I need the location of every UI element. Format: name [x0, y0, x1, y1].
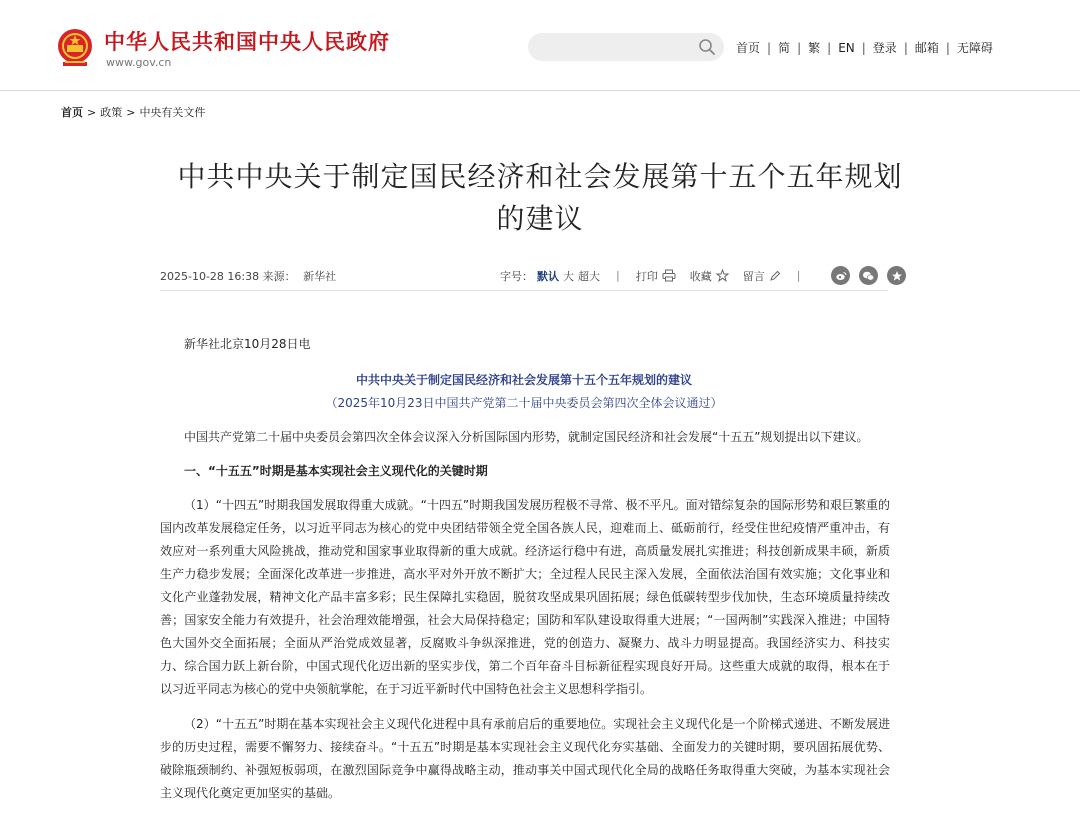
- nav-separator: |: [797, 40, 802, 55]
- comment-label: 留言: [742, 269, 765, 283]
- wechat-icon: [862, 270, 875, 282]
- breadcrumb-separator: >: [126, 105, 136, 119]
- share-weibo-button[interactable]: [831, 266, 850, 285]
- nav-english-link[interactable]: EN: [838, 40, 855, 55]
- star-icon: [716, 269, 729, 282]
- nav-separator: |: [861, 40, 866, 55]
- paragraph-2: （2）“十五五”时期在基本实现社会主义现代化进程中具有承前启后的重要地位。实现社会主义现代化是一个阶梯式递进、不断发展进步的历史过程，需要不懈努力、接续奋斗。“十五五”时期是基本实现社会主义现代化夯实基础、全面发力的关键时期，要巩固拓展优势、破除瓶颈制约、补强短板弱项，在激烈国际竞争中赢得战略主动，推动事关中国式现代化全局的战略任务取得重大突破，为基本实现社会主义现代化奠定更加坚实的基础。: [160, 717, 890, 800]
- breadcrumb: [61, 104, 205, 120]
- national-emblem-logo[interactable]: [56, 28, 94, 68]
- nav-separator: |: [903, 40, 908, 55]
- print-button[interactable]: [636, 268, 676, 284]
- print-label: 打印: [635, 269, 658, 283]
- tool-separator: |: [616, 269, 620, 282]
- breadcrumb-home[interactable]: 首页: [61, 106, 83, 119]
- font-size-xlarge[interactable]: 超大: [578, 269, 600, 283]
- breadcrumb-separator: >: [87, 105, 97, 119]
- site-title[interactable]: 中华人民共和国中央人民政府: [104, 30, 390, 54]
- nav-separator: |: [767, 40, 772, 55]
- favorite-star-icon: [891, 270, 903, 282]
- page-title-line1: 中共中央关于制定国民经济和社会发展第十五个五年规划: [177, 160, 903, 193]
- nav-mailbox-link[interactable]: 邮箱: [914, 41, 939, 55]
- article-tools: [500, 266, 906, 285]
- nav-simplified-link[interactable]: 简: [778, 41, 791, 55]
- font-size-default[interactable]: 默认: [537, 269, 559, 283]
- nav-separator: |: [945, 40, 950, 55]
- page-title-line2: 的建议: [496, 202, 584, 235]
- nav-accessibility-link[interactable]: 无障碍: [956, 41, 993, 55]
- publish-date: 2025-10-28 16:38: [160, 270, 260, 283]
- print-icon: [662, 269, 676, 282]
- publish-info: [160, 268, 336, 284]
- breadcrumb-policy[interactable]: 政策: [100, 106, 123, 119]
- favorite-label: 收藏: [689, 269, 712, 283]
- document-title: 中共中央关于制定国民经济和社会发展第十五个五年规划的建议: [355, 373, 692, 387]
- share-favorite-button[interactable]: [887, 266, 906, 285]
- weibo-icon: [835, 270, 847, 282]
- search-box[interactable]: [528, 33, 724, 61]
- comment-button[interactable]: [743, 268, 781, 284]
- site-header: [0, 0, 1080, 91]
- tool-separator: |: [796, 269, 801, 282]
- pencil-icon: [769, 270, 781, 282]
- share-buttons: [822, 266, 906, 285]
- favorite-button[interactable]: [690, 268, 729, 284]
- breadcrumb-central-documents[interactable]: 中央有关文件: [139, 106, 206, 119]
- paragraph-1: （1）“十四五”时期我国发展取得重大成就。“十四五”时期我国发展历程极不寻常、极不平凡。面对错综复杂的国际形势和艰巨繁重的国内改革发展稳定任务，以习近平同志为核心的党中央团结带领全党全国各族人民，迎难而上、砥砺前行，经受住世纪疫情严重冲击，有效应对一系列重大风险挑战，推动党和国家事业取得新的重大成就。经济运行稳中有进，高质量发展扎实推进；科技创新成果丰硕，新质生产力稳步发展；全面深化改革进一步推进，高水平对外开放不断扩大；全过程人民民主深入发展，全面依法治国有效实施；文化事业和文化产业蓬勃发展，精神文化产品丰富多彩；民生保障扎实稳固，脱贫攻坚成果巩固拓展；绿色低碳转型步伐加快，生态环境质量持续改善；国家安全能力有效提升，社会治理效能增强，社会大局保持稳定；国防和军队建设取得重大进展；“一国两制”实践深入推进；中国特色大国外交全面拓展；全面从严治党成效显著，反腐败斗争纵深推进，党的创造力、凝聚力、战斗力明显提高。我国经济实力、科技实力、综合国力跃上新台阶，中国式现代化迈出新的坚实步伐，第二个百年奋斗目标新征程实现良好开局。这些重大成就的取得，根本在于以习近平同志为核心的党中央领航掌舵，在于习近平新时代中国特色社会主义思想科学指引。: [160, 498, 890, 696]
- source-name: 新华社: [303, 270, 337, 283]
- intro-paragraph: 中国共产党第二十届中央委员会第四次全体会议深入分析国际国内形势，就制定国民经济和社会发展“十五五”规划提出以下建议。: [184, 430, 869, 444]
- font-size-large[interactable]: 大: [563, 269, 574, 283]
- share-wechat-button[interactable]: [859, 266, 878, 285]
- section-heading: 一、“十五五”时期是基本实现社会主义现代化的关键时期: [184, 464, 488, 478]
- source-label: 来源：: [262, 270, 296, 283]
- search-icon[interactable]: [698, 38, 716, 56]
- page-title: [140, 156, 940, 240]
- nav-traditional-link[interactable]: 繁: [808, 41, 821, 55]
- font-size-label: 字号：: [500, 269, 533, 283]
- nav-separator: |: [827, 40, 832, 55]
- article-meta-bar: [160, 262, 888, 291]
- site-url[interactable]: www.gov.cn: [106, 56, 172, 69]
- search-input[interactable]: [542, 37, 696, 59]
- dateline: 新华社北京10月28日电: [184, 337, 311, 351]
- top-nav: [736, 39, 993, 56]
- nav-login-link[interactable]: 登录: [872, 41, 897, 55]
- document-subtitle: （2025年10月23日中国共产党第二十届中央委员会第四次全体会议通过）: [325, 396, 723, 410]
- nav-home-link[interactable]: 首页: [736, 41, 761, 55]
